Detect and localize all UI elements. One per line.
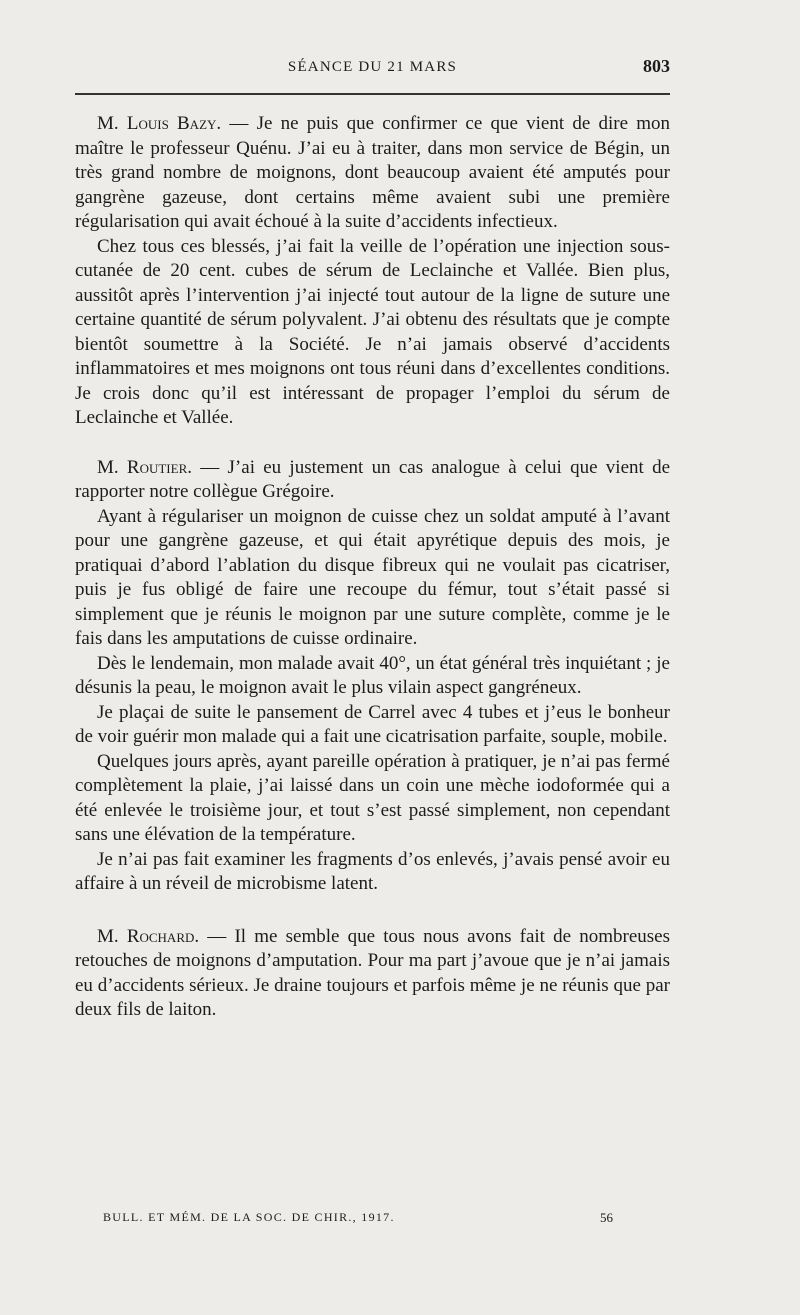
speaker-name: M. Louis Bazy. [97, 113, 222, 134]
paragraph-text: — Il me semble que tous nous avons fait de nombreuses retouches de moignons d’amputation. Pour ma part j’avoue que je n’ai jamais eu d’accidents sérieux. Je draine toujours et parfois même je ne réunis que par deux fils de laiton. [75, 925, 670, 1020]
paragraph-text: — Je ne puis que confirmer ce que vient de dire mon maître le professeur Quénu. J’ai eu à traiter, dans mon service de Bégin, un très grand nombre de moignons, dont beaucoup avaient été amputés pour gangrène gazeuse, dont certains même avaient subi une première régularisation qui avait échoué à la suite d’accidents infectieux. [75, 113, 670, 232]
paragraph-bazy-2 [75, 235, 670, 431]
paragraph-text: Chez tous ces blessés, j’ai fait la veille de l’opération une injection sous-cutanée de 20 cent. cubes de sérum de Leclainche et Vallée. Bien plus, aussitôt après l’intervention j’ai injecté tout autour de la ligne de suture une certaine quantité de sérum polyvalent. J’ai obtenu des résultats que je compte bientôt soumettre à la Société. Je n’ai jamais observé d’accidents inflammatoires et mes moignons ont tous réuni dans d’excellentes conditions. Je crois donc qu’il est intéressant de propager l’emploi du sérum de Leclainche et Vallée. [75, 235, 670, 428]
signature-mark: 56 [600, 1210, 613, 1225]
header-rule [75, 93, 670, 95]
paragraph-routier-5 [75, 750, 670, 848]
paragraph-text: — J’ai eu justement un cas analogue à celui que vient de rapporter notre collègue Grégoire. [75, 456, 670, 502]
paragraph-routier-4 [75, 701, 670, 750]
paragraph-routier-3 [75, 652, 670, 701]
article-body [75, 112, 670, 1023]
paragraph-text: Ayant à régulariser un moignon de cuisse chez un soldat amputé à l’avant pour une gangrène gazeuse, et qui était apyrétique depuis des mois, je pratiquai d’abord l’ablation du disque fibreux qui ne voulait pas cicatriser, puis je fus obligé de faire une recoupe du fémur, tout s’était passé si simplement que je réunis le moignon par une suture complète, comme je le fais dans les amputations de cuisse ordinaire. [75, 505, 670, 649]
page-header [75, 56, 670, 80]
journal-citation: BULL. ET MÉM. DE LA SOC. DE CHIR., 1917. [103, 1210, 395, 1224]
paragraph-text: Je plaçai de suite le pansement de Carrel avec 4 tubes et j’eus le bonheur de voir guérir mon malade qui a fait une cicatrisation parfaite, souple, mobile. [75, 701, 670, 747]
running-title: SÉANCE DU 21 MARS [287, 59, 458, 75]
paragraph-routier-1 [75, 456, 670, 505]
paragraph-text: Quelques jours après, ayant pareille opération à pratiquer, je n’ai pas fermé complètement la plaie, j’ai laissé dans un coin une mèche iodoformée qui a été enlevée le troisième jour, et tout s’est passé simplement, non cependant sans une élévation de la température. [75, 750, 670, 845]
speaker-name: M. Rochard. [97, 925, 200, 947]
paragraph-text: Je n’ai pas fait examiner les fragments d’os enlevés, j’avais pensé avoir eu affaire à un réveil de microbisme latent. [75, 848, 670, 894]
paragraph-rochard [75, 925, 670, 1023]
speaker-name: M. Routier. [97, 456, 192, 478]
paragraph-routier-6 [75, 848, 670, 897]
paragraph-text: Dès le lendemain, mon malade avait 40°, un état général très inquiétant ; je désunis la peau, le moignon avait le plus vilain aspect gangréneux. [75, 652, 670, 698]
paragraph-bazy-1 [75, 112, 670, 235]
page-footer [103, 1210, 613, 1230]
paragraph-routier-2 [75, 505, 670, 652]
page-number: 803 [643, 56, 670, 76]
